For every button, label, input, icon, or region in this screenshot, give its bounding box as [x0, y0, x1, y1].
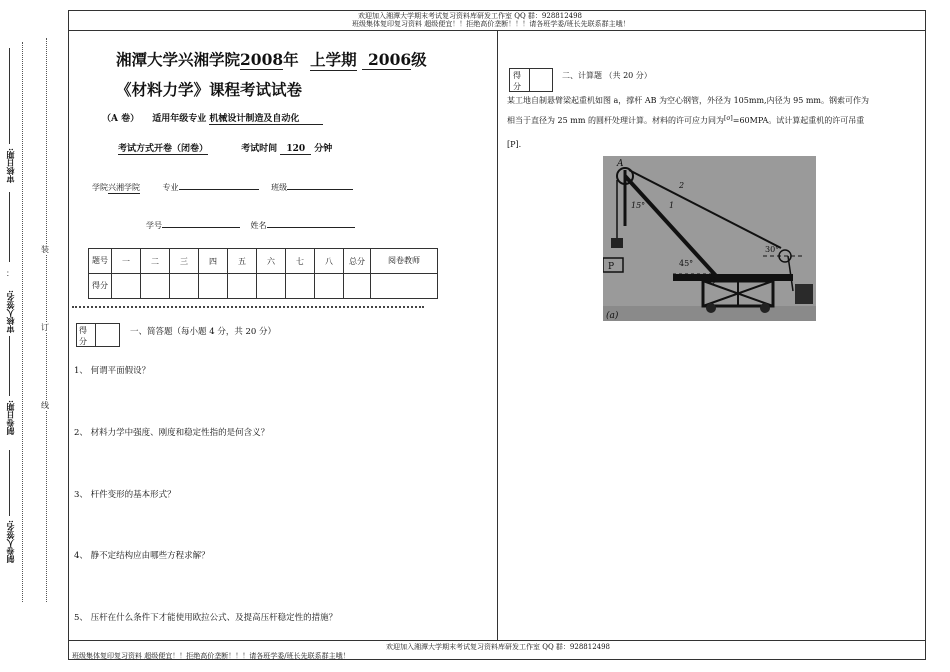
make-date-line [9, 336, 10, 396]
score-col: 二 [141, 249, 170, 274]
score-header-cell: 题号 [89, 249, 112, 274]
section1-score-divider [95, 324, 96, 346]
question-5: 5、 压杆在什么条件下才能使用欧拉公式、及提高压杆稳定性的措施？ [74, 613, 338, 623]
reviewer-sign-line [9, 192, 10, 262]
score-cell[interactable] [228, 274, 257, 299]
problem-para2: 相当于直径为 25 mm 的圆杆处理计算。材料的许可应力同为 [507, 116, 724, 125]
time-unit: 分钟 [314, 144, 333, 154]
title-year-suffix: 年 [283, 50, 299, 69]
question-1: 1、 何谓平面假设？ [74, 366, 151, 376]
angle-15: 15° [631, 201, 646, 210]
title-grade: 2006 [362, 50, 411, 70]
title-semester: 上学期 [310, 50, 357, 69]
title-prefix: 湘潭大学兴湘学院 [116, 50, 241, 69]
paper-label: （A 卷） [102, 114, 140, 124]
score-cell[interactable] [257, 274, 286, 299]
exam-title [116, 48, 427, 71]
score-col: 一 [112, 249, 141, 274]
method-label: 考试方式开卷（闭卷） [118, 141, 208, 155]
score-cell[interactable] [315, 274, 344, 299]
problem-para3: [P]. [507, 140, 522, 149]
reviewer-sign-label: 审核人签名: [5, 290, 15, 333]
footer-divider [68, 640, 926, 641]
seal-mark: 装 [41, 245, 49, 254]
section2-score-divider [529, 69, 530, 91]
figure-caption: (a) [606, 311, 619, 321]
label-p: P [608, 262, 615, 272]
section2-title: 二、计算题 （共 20 分） [562, 71, 652, 80]
score-cell[interactable] [371, 274, 438, 299]
score-cell[interactable] [170, 274, 199, 299]
title-year: 2008 [240, 50, 284, 69]
member-1: 1 [669, 201, 675, 210]
paper-info [102, 111, 323, 125]
major-value: 机械设计制造及自动化 [209, 111, 323, 125]
score-header-cell: 得分 [89, 274, 112, 299]
score-col: 三 [170, 249, 199, 274]
score-col: 阅卷教师 [371, 249, 438, 274]
angle-45: 45° [679, 259, 694, 268]
score-col: 八 [315, 249, 344, 274]
score-cell[interactable] [141, 274, 170, 299]
score-cell[interactable] [286, 274, 315, 299]
major-field-label: 专业 [162, 183, 179, 192]
exam-method-info [118, 141, 332, 155]
score-col: 四 [199, 249, 228, 274]
section2-score-box [509, 68, 553, 92]
side-binding-strip [0, 0, 66, 672]
section1-title: 一、简答题（每小题 4 分，共 20 分） [130, 327, 277, 337]
review-date-label: 审核日期: [5, 148, 15, 183]
college-label: 学院 [92, 183, 108, 192]
column-divider [497, 30, 498, 641]
score-col: 六 [257, 249, 286, 274]
line-mark: 线 [41, 401, 49, 410]
college-row [92, 182, 353, 194]
sigma-symbol: [σ] [723, 115, 733, 122]
problem-para2-line [507, 110, 923, 130]
time-label: 考试时间 [241, 144, 278, 154]
tear-dotted-line [72, 306, 424, 308]
question-2: 2、 材料力学中强度、刚度和稳定性指的是何含义？ [74, 428, 270, 438]
title-grade-suffix: 级 [411, 50, 427, 69]
question-4: 4、 静不定结构应由哪些方程求解？ [74, 551, 210, 561]
score-cell[interactable] [199, 274, 228, 299]
maker-sign-line [9, 450, 10, 516]
time-value: 120 [280, 144, 311, 155]
problem-para2-tail: =60MPA。试计算起重机的许可吊重 [732, 116, 865, 125]
score-table [88, 248, 438, 299]
class-field-input[interactable] [287, 189, 353, 190]
name-input[interactable] [267, 227, 355, 228]
student-no-input[interactable] [162, 227, 240, 228]
score-col: 五 [228, 249, 257, 274]
review-date-line [9, 48, 10, 144]
score-cell[interactable] [112, 274, 141, 299]
college-value: 兴湘学院 [108, 183, 140, 192]
bind-mark: 订 [41, 323, 49, 332]
binding-dotted-line-left [22, 42, 23, 602]
header-note-line1: 欢迎加入湘潭大学期末考试复习资料库研发工作室 QQ 群：928812498 [358, 12, 583, 20]
major-field-input[interactable] [179, 189, 259, 190]
footer-note-line2: 班级集体复印复习资料 超级便宜！！拒绝高价垄断！！！请各班学委/班长先联系群主哦！ [72, 652, 350, 660]
colon-mark: ： [6, 269, 14, 278]
score-table-value-row [89, 274, 438, 299]
major-label: 适用年级专业 [152, 114, 207, 124]
crane-diagram [603, 156, 816, 321]
problem-para1: 某工地自制悬臂梁起重机如图 a，撑杆 AB 为空心钢管，外径为 105mm,内径为 95 mm。钢索可作为 [507, 96, 870, 105]
problem-text [507, 92, 923, 154]
student-no-label: 学号 [146, 221, 162, 230]
class-field-label: 班级 [271, 183, 288, 192]
make-date-label: 制卷日期: [5, 400, 15, 435]
score-cell[interactable] [344, 274, 371, 299]
member-2: 2 [679, 181, 685, 190]
score-table-wrap [88, 248, 438, 299]
course-title: 《材料力学》课程考试试卷 [116, 80, 303, 99]
footer-note-line1: 欢迎加入湘潭大学期末考试复习资料库研发工作室 QQ 群：928812498 [386, 643, 611, 651]
name-label: 姓名 [250, 221, 267, 230]
student-row [146, 220, 355, 231]
score-col: 总分 [344, 249, 371, 274]
score-table-header-row [89, 249, 438, 274]
label-a: A [617, 159, 624, 169]
question-3: 3、 杆件变形的基本形式？ [74, 490, 176, 500]
section1-score-box [76, 323, 120, 347]
section1-score-label: 得分 [79, 326, 87, 346]
label-b: B [709, 277, 716, 287]
maker-sign-label: 制卷人签名: [5, 520, 15, 563]
header-note-line2: 班级集体复印复习资料 超级便宜！！拒绝高价垄断！！！请各班学委/班长先联系群主哦！ [352, 20, 630, 28]
section2-score-label: 得分 [513, 71, 521, 91]
crane-figure [603, 156, 816, 321]
score-col: 七 [286, 249, 315, 274]
angle-30: 30° [765, 245, 780, 254]
binding-dotted-line-right [46, 38, 47, 602]
